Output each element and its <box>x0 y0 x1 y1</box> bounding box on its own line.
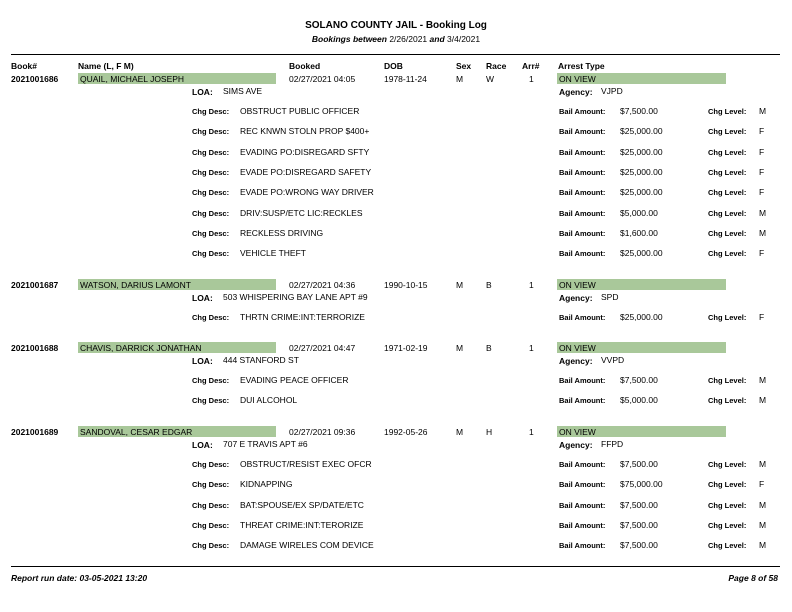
book-number: 2021001686 <box>11 74 59 84</box>
bail-amount-value: $75,000.00 <box>620 479 663 490</box>
chg-level-label: Chg Level: <box>708 376 747 385</box>
bail-amount-value: $7,500.00 <box>620 499 658 510</box>
bail-amount-label: Bail Amount: <box>559 313 606 322</box>
charge-description: RECKLESS DRIVING <box>240 227 324 238</box>
chg-desc-label: Chg Desc: <box>192 313 230 322</box>
book-number: 2021001689 <box>11 427 59 437</box>
col-arr: Arr# <box>522 61 540 71</box>
report-title: SOLANO COUNTY JAIL - Booking Log <box>305 20 487 31</box>
charge-level-value: F <box>759 248 765 259</box>
bail-amount-label: Bail Amount: <box>559 500 606 510</box>
book-number: 2021001687 <box>11 280 59 290</box>
chg-level-label: Chg Level: <box>708 480 747 490</box>
start-date: 2/26/2021 <box>389 34 428 44</box>
charge-row <box>0 106 792 117</box>
loa-value: 444 STANFORD ST <box>223 355 299 365</box>
agency-value: SPD <box>601 292 619 302</box>
charge-level-value: M <box>759 459 767 469</box>
bail-amount-value: $7,500.00 <box>620 375 658 385</box>
charge-row <box>0 459 792 470</box>
bail-amount-value: $7,500.00 <box>620 106 658 116</box>
footer-rule <box>11 566 780 567</box>
booked-datetime: 02/27/2021 09:36 <box>289 427 356 437</box>
charge-row <box>0 479 792 490</box>
arrest-count: 1 <box>529 74 534 84</box>
bail-amount-value: $5,000.00 <box>620 395 658 406</box>
charge-level-value: M <box>759 540 767 551</box>
charge-row <box>0 500 792 511</box>
col-arrest-type: Arrest Type <box>558 61 605 71</box>
bail-amount-value: $25,000.00 <box>620 126 663 137</box>
charge-level-value: F <box>759 479 765 490</box>
chg-desc-label: Chg Desc: <box>192 460 230 469</box>
bail-amount-label: Bail Amount: <box>559 107 606 116</box>
arrest-type-value: ON VIEW <box>559 74 596 84</box>
bail-amount-label: Bail Amount: <box>559 480 606 490</box>
charge-row <box>0 228 792 239</box>
inmate-name: SANDOVAL, CESAR EDGAR <box>80 427 193 437</box>
charge-row <box>0 520 792 531</box>
charge-description: DUI ALCOHOL <box>240 395 298 406</box>
bail-amount-label: Bail Amount: <box>559 249 606 259</box>
booking-record <box>0 342 792 406</box>
date-of-birth: 1992-05-26 <box>384 427 428 437</box>
loa-value: 707 E TRAVIS APT #6 <box>223 439 308 449</box>
race-value: W <box>486 74 495 84</box>
end-date: 3/4/2021 <box>447 34 481 44</box>
chg-desc-label: Chg Desc: <box>192 167 230 177</box>
book-number: 2021001688 <box>11 343 59 353</box>
subtitle-prefix: Bookings between <box>311 34 387 44</box>
charge-level-value: M <box>759 519 767 530</box>
chg-level-label: Chg Level: <box>708 500 747 510</box>
chg-level-label: Chg Level: <box>708 460 747 469</box>
charge-description: EVADING PEACE OFFICER <box>240 375 349 385</box>
bail-amount-value: $7,500.00 <box>620 519 658 530</box>
loa-label: LOA: <box>192 440 213 450</box>
arrest-count: 1 <box>529 427 534 437</box>
charge-row <box>0 167 792 178</box>
inmate-name: QUAIL, MICHAEL JOSEPH <box>80 74 185 84</box>
bail-amount-value: $25,000.00 <box>620 146 663 157</box>
chg-desc-label: Chg Desc: <box>192 480 230 490</box>
col-name: Name (L, F M) <box>78 61 134 71</box>
chg-level-label: Chg Level: <box>708 520 747 530</box>
agency-value: VJPD <box>601 86 623 96</box>
booking-record <box>0 73 792 259</box>
booking-record <box>0 279 792 322</box>
report-run-date: Report run date: 03-05-2021 13:20 <box>11 573 148 583</box>
chg-level-label: Chg Level: <box>708 313 747 322</box>
chg-desc-label: Chg Desc: <box>192 208 230 218</box>
arrest-count: 1 <box>529 280 534 290</box>
agency-label: Agency: <box>559 440 593 450</box>
bail-amount-label: Bail Amount: <box>559 520 606 530</box>
col-dob: DOB <box>384 61 403 71</box>
charge-level-value: M <box>759 106 767 116</box>
booked-datetime: 02/27/2021 04:05 <box>289 74 356 84</box>
bail-amount-label: Bail Amount: <box>559 541 606 551</box>
arrest-type-value: ON VIEW <box>559 343 596 353</box>
chg-desc-label: Chg Desc: <box>192 107 230 116</box>
agency-value: FFPD <box>601 439 624 449</box>
chg-level-label: Chg Level: <box>708 107 747 116</box>
agency-label: Agency: <box>559 356 593 366</box>
agency-value: VVPD <box>601 355 625 365</box>
arrest-type-value: ON VIEW <box>559 427 596 437</box>
booked-datetime: 02/27/2021 04:36 <box>289 280 356 290</box>
date-of-birth: 1990-10-15 <box>384 280 428 290</box>
charge-level-value: M <box>759 395 767 406</box>
chg-level-label: Chg Level: <box>708 188 747 198</box>
race-value: B <box>486 343 492 353</box>
bail-amount-value: $25,000.00 <box>620 187 663 198</box>
charge-description: OBSTRUCT/RESIST EXEC OFCR <box>240 459 372 469</box>
charge-row <box>0 540 792 551</box>
loa-value: 503 WHISPERING BAY LANE APT #9 <box>223 292 368 302</box>
booking-record <box>0 426 792 551</box>
date-of-birth: 1978-11-24 <box>384 74 427 84</box>
chg-desc-label: Chg Desc: <box>192 376 230 385</box>
arrest-type-value: ON VIEW <box>559 280 596 290</box>
chg-desc-label: Chg Desc: <box>192 500 230 510</box>
subtitle-and: and <box>429 34 445 44</box>
sex-value: M <box>456 74 464 84</box>
chg-desc-label: Chg Desc: <box>192 147 230 157</box>
loa-value: SIMS AVE <box>223 86 263 96</box>
chg-desc-label: Chg Desc: <box>192 396 230 406</box>
chg-desc-label: Chg Desc: <box>192 127 230 137</box>
charge-description: OBSTRUCT PUBLIC OFFICER <box>240 106 360 116</box>
bail-amount-value: $25,000.00 <box>620 166 663 177</box>
bail-amount-value: $7,500.00 <box>620 459 658 469</box>
chg-desc-label: Chg Desc: <box>192 188 230 198</box>
charge-row <box>0 375 792 386</box>
page-number: Page 8 of 58 <box>728 573 778 583</box>
date-of-birth: 1971-02-19 <box>384 343 428 353</box>
bail-amount-value: $25,000.00 <box>620 248 663 259</box>
bail-amount-label: Bail Amount: <box>559 396 606 406</box>
chg-level-label: Chg Level: <box>708 208 747 218</box>
charge-row <box>0 187 792 198</box>
sex-value: M <box>456 427 464 437</box>
loa-label: LOA: <box>192 356 213 366</box>
charge-level-value: F <box>759 166 765 177</box>
charge-row <box>0 126 792 137</box>
charge-description: REC KNWN STOLN PROP $400+ <box>240 126 370 137</box>
charge-row <box>0 312 792 323</box>
bail-amount-label: Bail Amount: <box>559 147 606 157</box>
charge-level-value: F <box>759 312 765 322</box>
charge-description: EVADE PO:DISREGARD SAFETY <box>240 166 372 177</box>
charge-description: KIDNAPPING <box>240 479 293 490</box>
arrest-count: 1 <box>529 343 534 353</box>
col-sex: Sex <box>456 61 472 71</box>
charge-description: EVADING PO:DISREGARD SFTY <box>240 146 370 157</box>
col-race: Race <box>486 61 507 71</box>
chg-level-label: Chg Level: <box>708 147 747 157</box>
chg-desc-label: Chg Desc: <box>192 520 230 530</box>
bail-amount-label: Bail Amount: <box>559 460 606 469</box>
chg-desc-label: Chg Desc: <box>192 249 230 259</box>
bail-amount-label: Bail Amount: <box>559 167 606 177</box>
charge-level-value: F <box>759 187 765 198</box>
bail-amount-label: Bail Amount: <box>559 188 606 198</box>
inmate-name: WATSON, DARIUS LAMONT <box>80 280 191 290</box>
bail-amount-label: Bail Amount: <box>559 376 606 385</box>
charge-description: VEHICLE THEFT <box>240 248 306 259</box>
col-book: Book# <box>11 61 37 71</box>
charge-level-value: F <box>759 146 765 157</box>
bail-amount-label: Bail Amount: <box>559 127 606 137</box>
chg-desc-label: Chg Desc: <box>192 541 230 551</box>
bail-amount-value: $7,500.00 <box>620 540 658 551</box>
chg-level-label: Chg Level: <box>708 249 747 259</box>
charge-row <box>0 395 792 406</box>
charge-description: DRIV:SUSP/ETC LIC:RECKLES <box>240 207 363 218</box>
race-value: B <box>486 280 492 290</box>
loa-label: LOA: <box>192 293 213 303</box>
charge-row <box>0 147 792 158</box>
booked-datetime: 02/27/2021 04:47 <box>289 343 356 353</box>
sex-value: M <box>456 343 464 353</box>
inmate-name: CHAVIS, DARRICK JONATHAN <box>80 343 202 353</box>
charge-row <box>0 208 792 219</box>
charge-description: THREAT CRIME:INT:TERORIZE <box>240 519 364 530</box>
bail-amount-label: Bail Amount: <box>559 208 606 218</box>
charge-description: THRTN CRIME:INT:TERRORIZE <box>240 312 365 322</box>
bail-amount-label: Bail Amount: <box>559 228 606 238</box>
charge-description: EVADE PO:WRONG WAY DRIVER <box>240 187 374 198</box>
chg-level-label: Chg Level: <box>708 167 747 177</box>
race-value: H <box>486 427 493 437</box>
chg-desc-label: Chg Desc: <box>192 228 230 238</box>
charge-level-value: M <box>759 207 767 218</box>
charge-level-value: M <box>759 499 767 510</box>
chg-level-label: Chg Level: <box>708 228 747 238</box>
chg-level-label: Chg Level: <box>708 541 747 551</box>
charge-level-value: M <box>759 375 767 385</box>
charge-description: DAMAGE WIRELES COM DEVICE <box>240 540 374 551</box>
bail-amount-value: $5,000.00 <box>620 207 658 218</box>
report-subtitle <box>0 34 792 44</box>
agency-label: Agency: <box>559 293 593 303</box>
chg-level-label: Chg Level: <box>708 396 747 406</box>
sex-value: M <box>456 280 464 290</box>
charge-level-value: M <box>759 227 767 238</box>
header-rule <box>11 54 780 55</box>
chg-level-label: Chg Level: <box>708 127 747 137</box>
loa-label: LOA: <box>192 87 213 97</box>
charge-description: BAT:SPOUSE/EX SP/DATE/ETC <box>240 499 364 510</box>
bail-amount-value: $25,000.00 <box>620 312 663 322</box>
charge-level-value: F <box>759 126 765 137</box>
charge-row <box>0 248 792 259</box>
bail-amount-value: $1,600.00 <box>620 227 658 238</box>
col-booked: Booked <box>289 61 321 71</box>
agency-label: Agency: <box>559 87 593 97</box>
